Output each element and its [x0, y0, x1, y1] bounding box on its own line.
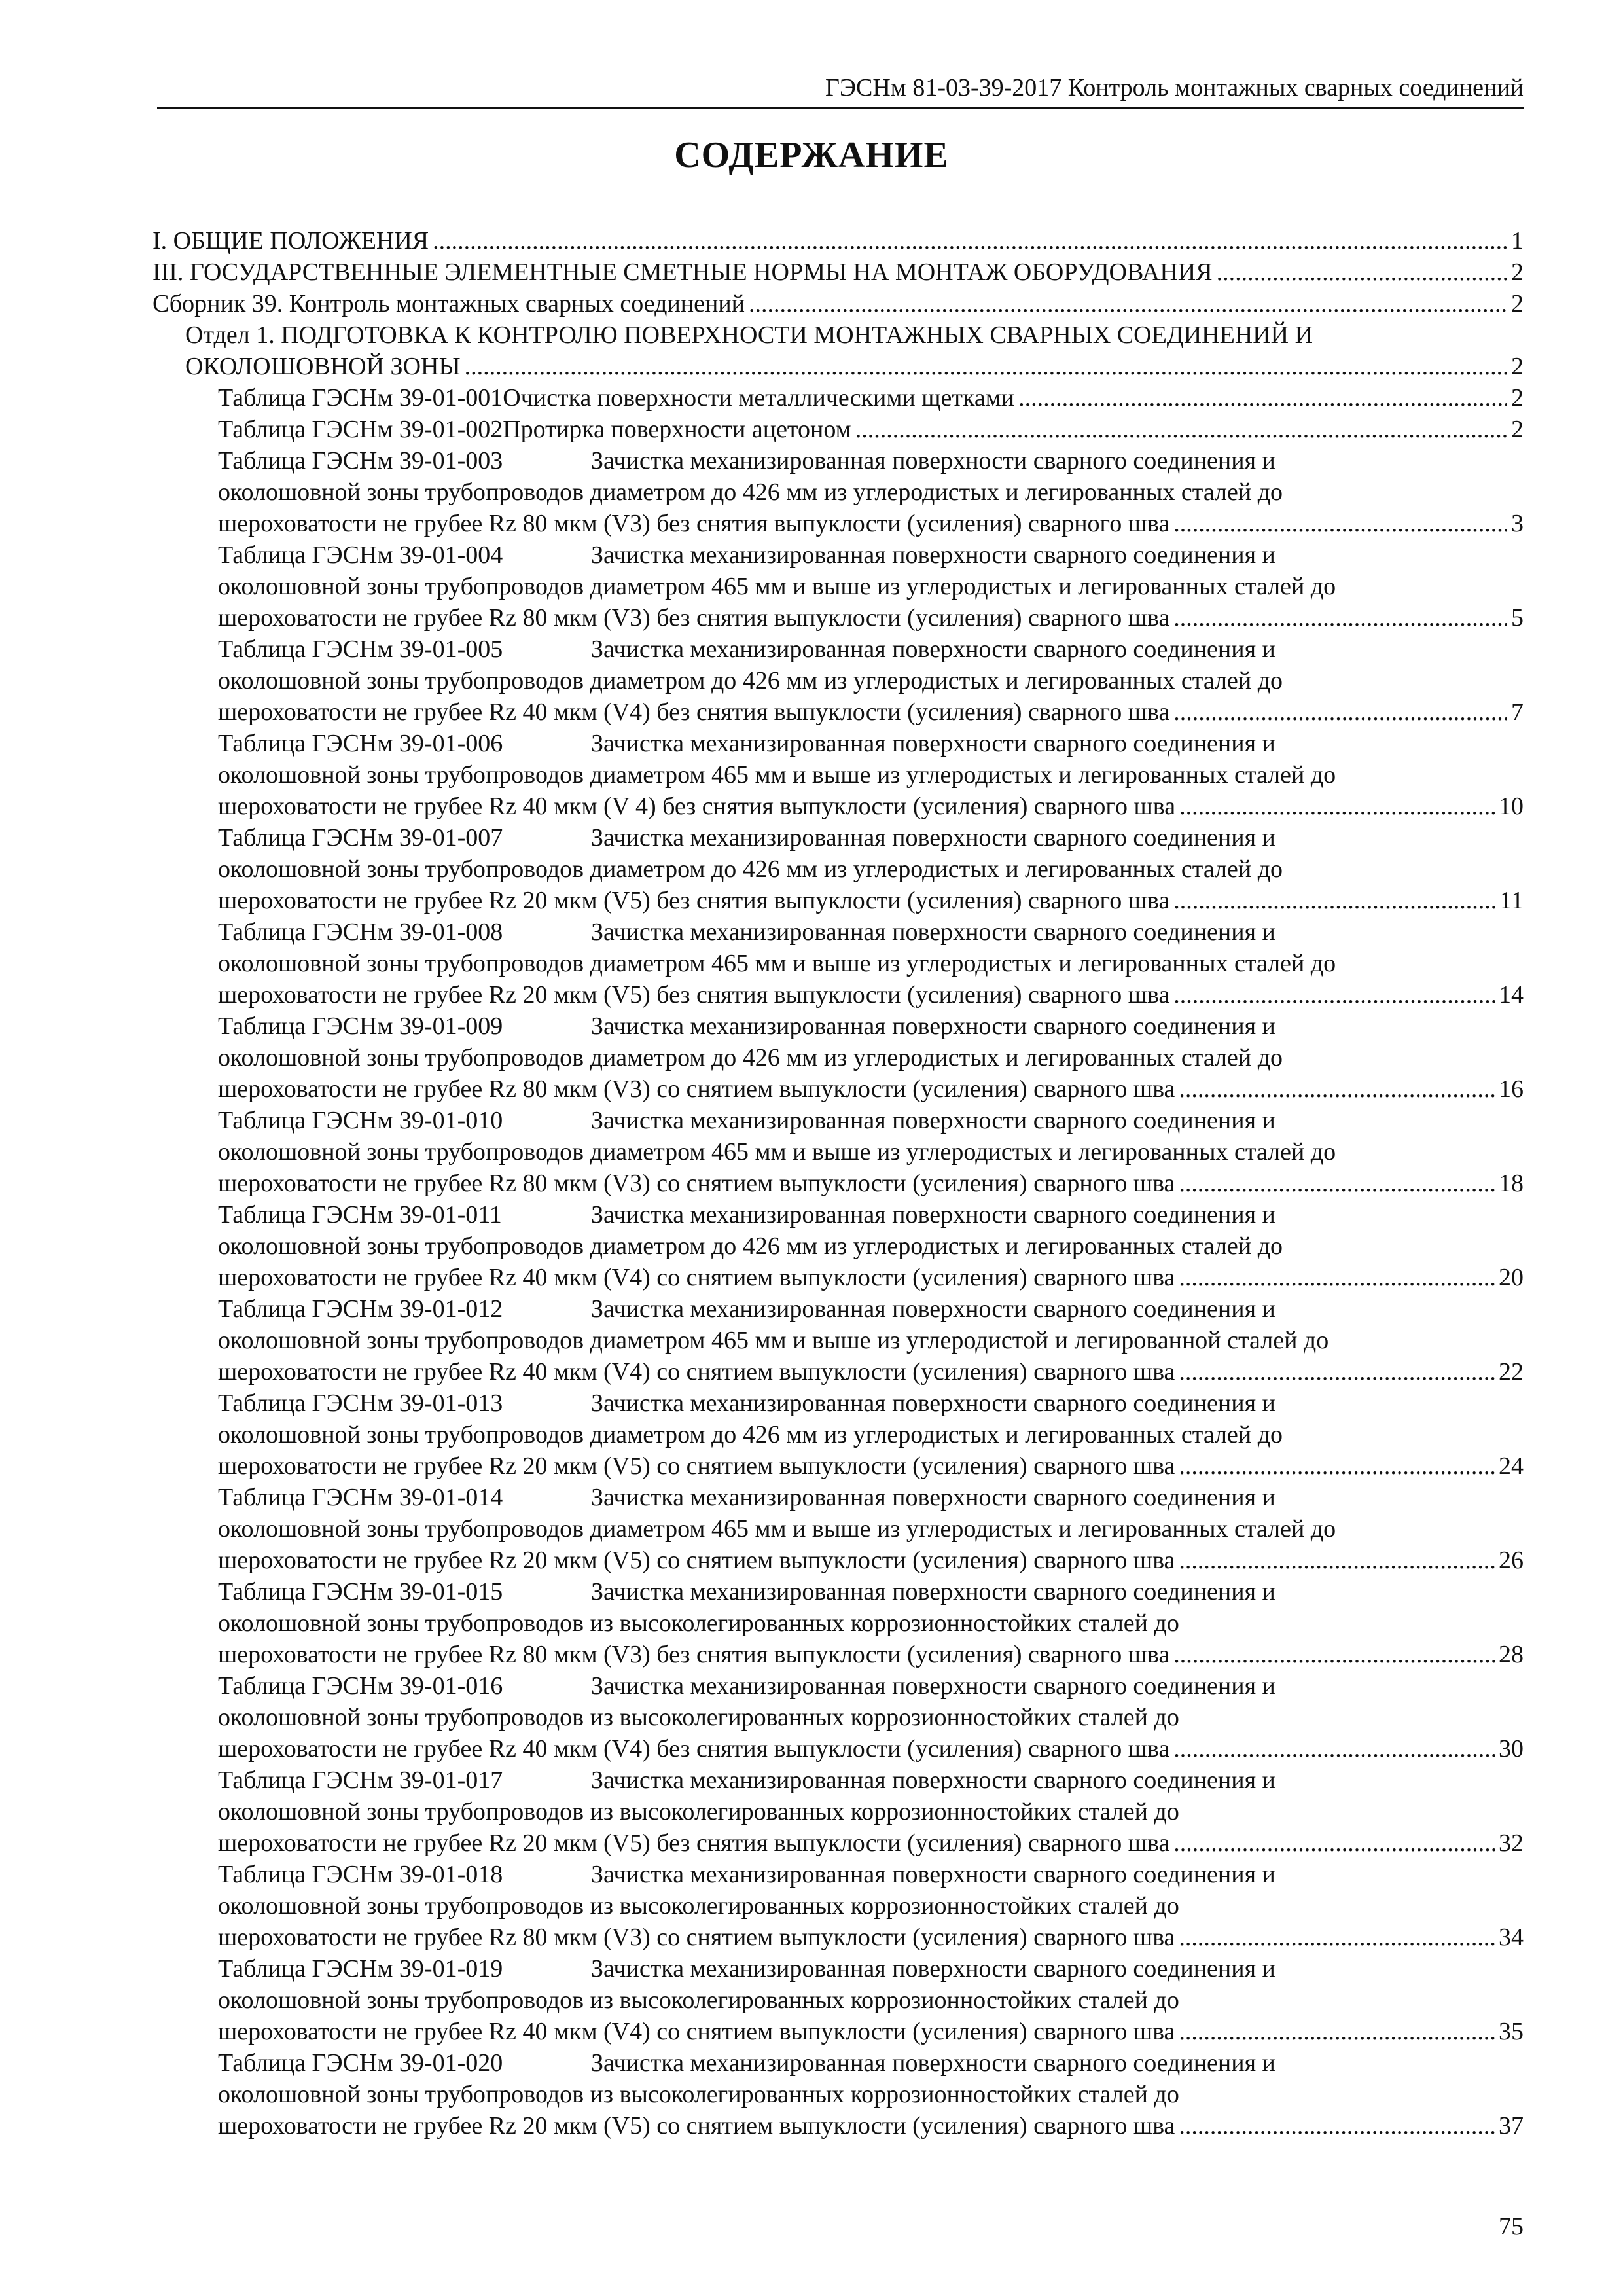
toc-table-id: Таблица ГЭСНм 39-01-015	[218, 1578, 503, 1605]
toc-item-text: околошовной зоны трубопроводов из высоколегированных коррозионностойких сталей до	[218, 1986, 1179, 2014]
toc-entries	[152, 382, 1524, 2142]
page-title: СОДЕРЖАНИЕ	[674, 135, 949, 175]
toc-page-number: 2	[1511, 290, 1524, 317]
toc-table-id: Таблица ГЭСНм 39-01-009	[218, 1013, 503, 1040]
toc-item-text: шероховатости не грубее Rz 20 мкм (V5) со снятием выпуклости (усиления) сварного шва	[218, 1547, 1175, 1574]
toc-page-number: 37	[1499, 2112, 1524, 2140]
dot-leader	[1179, 1450, 1495, 1482]
toc-table-entry[interactable]	[152, 539, 1524, 634]
toc-table-id: Таблица ГЭСНм 39-01-001	[218, 384, 503, 412]
toc-item-text: околошовной зоны трубопроводов диаметром 465 мм и выше из углеродистых и легированных сталей до	[218, 573, 1336, 600]
toc-item-text: околошовной зоны трубопроводов диаметром до 426 мм из углеродистых и легированных сталей до	[218, 1421, 1283, 1448]
toc-item-text: шероховатости не грубее Rz 40 мкм (V4) со снятием выпуклости (усиления) сварного шва	[218, 1264, 1175, 1291]
toc-item-text: шероховатости не грубее Rz 80 мкм (V3) со снятием выпуклости (усиления) сварного шва	[218, 1075, 1175, 1103]
dot-leader	[1173, 979, 1495, 1011]
toc-table-id: Таблица ГЭСНм 39-01-014	[218, 1484, 503, 1511]
running-header: ГЭСНм 81-03-39-2017 Контроль монтажных сварных соединений	[825, 74, 1524, 101]
dot-leader	[1179, 1922, 1495, 1953]
toc-table-entry[interactable]	[152, 1293, 1524, 1388]
header-rule	[157, 107, 1524, 109]
dot-leader	[1173, 696, 1507, 728]
toc-item-text: шероховатости не грубее Rz 80 мкм (V3) со снятием выпуклости (усиления) сварного шва	[218, 1924, 1175, 1951]
toc-item-text: Зачистка механизированная поверхности сварного соединения и	[591, 1767, 1275, 1794]
dot-leader	[1179, 2110, 1495, 2142]
toc-item-text: Зачистка механизированная поверхности сварного соединения и	[591, 824, 1275, 852]
dot-leader	[1179, 1545, 1495, 1576]
dot-leader	[1173, 1827, 1495, 1859]
toc-page-number: 35	[1499, 2018, 1524, 2045]
toc-page-number: 16	[1499, 1075, 1524, 1103]
toc-item-text: Очистка поверхности металлическими щетками	[503, 384, 1015, 412]
dot-leader	[433, 225, 1507, 257]
toc-item-text: околошовной зоны трубопроводов диаметром до 426 мм из углеродистых и легированных сталей до	[218, 667, 1283, 694]
toc-item-text: шероховатости не грубее Rz 20 мкм (V5) со снятием выпуклости (усиления) сварного шва	[218, 1452, 1175, 1480]
toc-table-entry[interactable]	[152, 728, 1524, 822]
toc-item-text: Зачистка механизированная поверхности сварного соединения и	[591, 1201, 1275, 1229]
toc-item-text: Зачистка механизированная поверхности сварного соединения и	[591, 1861, 1275, 1888]
toc-item-text: шероховатости не грубее Rz 20 мкм (V5) со снятием выпуклости (усиления) сварного шва	[218, 2112, 1175, 2140]
toc-item-text: Протирка поверхности ацетоном	[503, 416, 851, 443]
toc-table-id: Таблица ГЭСНм 39-01-012	[218, 1295, 503, 1323]
toc-table-id: Таблица ГЭСНм 39-01-020	[218, 2049, 503, 2077]
toc-table-id: Таблица ГЭСНм 39-01-010	[218, 1107, 503, 1134]
toc-page-number: 7	[1511, 698, 1524, 726]
dot-leader	[1018, 382, 1507, 414]
toc-table-id: Таблица ГЭСНм 39-01-002	[218, 416, 503, 443]
toc-table-entry[interactable]	[152, 382, 1524, 414]
dot-leader	[855, 414, 1507, 445]
dot-leader	[1179, 1356, 1495, 1388]
toc-page-number: 14	[1499, 981, 1524, 1009]
toc-table-entry[interactable]	[152, 2047, 1524, 2142]
dot-leader	[1173, 1639, 1495, 1670]
toc-item-text: околошовной зоны трубопроводов диаметром до 426 мм из углеродистых и легированных сталей до	[218, 478, 1283, 506]
toc-table-entry[interactable]	[152, 1482, 1524, 1576]
toc-item-text: шероховатости не грубее Rz 40 мкм (V4) со снятием выпуклости (усиления) сварного шва	[218, 2018, 1175, 2045]
toc-item-text: шероховатости не грубее Rz 80 мкм (V3) со снятием выпуклости (усиления) сварного шва	[218, 1170, 1175, 1197]
dot-leader	[1173, 1733, 1495, 1765]
dot-leader	[465, 351, 1507, 382]
toc-item-text: Зачистка механизированная поверхности сварного соединения и	[591, 1390, 1275, 1417]
toc-item-text: Зачистка механизированная поверхности сварного соединения и	[591, 1013, 1275, 1040]
toc-table-entry[interactable]	[152, 822, 1524, 916]
toc-item-text: околошовной зоны трубопроводов из высоколегированных коррозионностойких сталей до	[218, 2081, 1179, 2108]
toc-table-id: Таблица ГЭСНм 39-01-019	[218, 1955, 503, 1982]
toc-item-department[interactable]	[152, 319, 1524, 382]
toc-table-id: Таблица ГЭСНм 39-01-005	[218, 636, 503, 663]
toc-table-entry[interactable]	[152, 1859, 1524, 1953]
dot-leader	[1179, 1168, 1495, 1199]
toc-item-text: шероховатости не грубее Rz 40 мкм (V4) без снятия выпуклости (усиления) сварного шва	[218, 1735, 1170, 1763]
toc-table-id: Таблица ГЭСНм 39-01-017	[218, 1767, 503, 1794]
toc-item-text: околошовной зоны трубопроводов диаметром до 426 мм из углеродистых и легированных сталей до	[218, 855, 1283, 883]
toc-page-number: 18	[1499, 1170, 1524, 1197]
toc-table-entry[interactable]	[152, 1105, 1524, 1199]
toc-table-entry[interactable]	[152, 414, 1524, 445]
toc-table-entry[interactable]	[152, 634, 1524, 728]
toc-item-collection[interactable]	[152, 288, 1524, 319]
dot-leader	[1217, 257, 1507, 288]
page-number: 75	[1499, 2213, 1524, 2240]
toc-table-entry[interactable]	[152, 1576, 1524, 1670]
toc-item-text: Зачистка механизированная поверхности сварного соединения и	[591, 1672, 1275, 1700]
toc-page-number: 30	[1499, 1735, 1524, 1763]
toc-item-text: околошовной зоны трубопроводов из высоколегированных коррозионностойких сталей до	[218, 1704, 1179, 1731]
toc-item-text: Зачистка механизированная поверхности сварного соединения и	[591, 541, 1275, 569]
toc-table-entry[interactable]	[152, 1953, 1524, 2047]
toc-table-id: Таблица ГЭСНм 39-01-004	[218, 541, 503, 569]
toc-item-text: Зачистка механизированная поверхности сварного соединения и	[591, 636, 1275, 663]
toc-page-number: 32	[1499, 1829, 1524, 1857]
toc-table-id: Таблица ГЭСНм 39-01-003	[218, 447, 503, 475]
toc-table-id: Таблица ГЭСНм 39-01-013	[218, 1390, 503, 1417]
toc-table-entry[interactable]	[152, 916, 1524, 1011]
dot-leader	[1179, 1262, 1495, 1293]
toc-page-number: 2	[1511, 416, 1524, 443]
toc-page-number: 3	[1511, 510, 1524, 537]
toc-item-text: шероховатости не грубее Rz 40 мкм (V 4) без снятия выпуклости (усиления) сварного шва	[218, 793, 1176, 820]
dot-leader	[749, 288, 1507, 319]
toc-table-entry[interactable]	[152, 1388, 1524, 1482]
toc-item-text: шероховатости не грубее Rz 40 мкм (V4) со снятием выпуклости (усиления) сварного шва	[218, 1358, 1175, 1386]
toc-page-number: 2	[1511, 259, 1524, 286]
toc-page-number: 2	[1511, 384, 1524, 412]
toc-item-text: шероховатости не грубее Rz 80 мкм (V3) без снятия выпуклости (усиления) сварного шва	[218, 510, 1170, 537]
dot-leader	[1173, 508, 1507, 539]
toc-item-text: I. ОБЩИЕ ПОЛОЖЕНИЯ	[152, 227, 429, 255]
toc-page-number: 10	[1499, 793, 1524, 820]
toc-item-section-3[interactable]	[152, 257, 1524, 288]
toc-item-text: шероховатости не грубее Rz 20 мкм (V5) без снятия выпуклости (усиления) сварного шва	[218, 981, 1170, 1009]
toc-page-number: 24	[1499, 1452, 1524, 1480]
toc-item-text: околошовной зоны трубопроводов из высоколегированных коррозионностойких сталей до	[218, 1798, 1179, 1825]
toc-item-text: околошовной зоны трубопроводов диаметром 465 мм и выше из углеродистых и легированных сталей до	[218, 1515, 1336, 1543]
toc-page-number: 26	[1499, 1547, 1524, 1574]
toc-page-number: 28	[1499, 1641, 1524, 1668]
toc-table-entry[interactable]	[152, 1670, 1524, 1765]
toc-item-text: Зачистка механизированная поверхности сварного соединения и	[591, 1955, 1275, 1982]
toc-table-entry[interactable]	[152, 445, 1524, 539]
toc-table-id: Таблица ГЭСНм 39-01-006	[218, 730, 503, 757]
toc-item-section-1[interactable]	[152, 225, 1524, 257]
toc-table-id: Таблица ГЭСНм 39-01-016	[218, 1672, 503, 1700]
toc-item-text: Зачистка механизированная поверхности сварного соединения и	[591, 1107, 1275, 1134]
toc-page-number: 20	[1499, 1264, 1524, 1291]
dot-leader	[1173, 885, 1495, 916]
toc-item-text: околошовной зоны трубопроводов диаметром 465 мм и выше из углеродистой и легированной сталей до	[218, 1327, 1329, 1354]
toc-table-entry[interactable]	[152, 1199, 1524, 1293]
toc-item-text: Зачистка механизированная поверхности сварного соединения и	[591, 2049, 1275, 2077]
toc-item-text: Зачистка механизированная поверхности сварного соединения и	[591, 918, 1275, 946]
toc-table-entry[interactable]	[152, 1011, 1524, 1105]
toc-item-text: околошовной зоны трубопроводов диаметром до 426 мм из углеродистых и легированных сталей до	[218, 1232, 1283, 1260]
toc-item-text: Зачистка механизированная поверхности сварного соединения и	[591, 1295, 1275, 1323]
toc-item-text: ОКОЛОШОВНОЙ ЗОНЫ	[185, 353, 461, 380]
toc-item-text: Отдел 1. ПОДГОТОВКА К КОНТРОЛЮ ПОВЕРХНОСТИ МОНТАЖНЫХ СВАРНЫХ СОЕДИНЕНИЙ И	[185, 321, 1313, 349]
table-of-contents	[152, 225, 1524, 2142]
toc-page-number: 34	[1499, 1924, 1524, 1951]
toc-table-id: Таблица ГЭСНм 39-01-007	[218, 824, 503, 852]
toc-table-id: Таблица ГЭСНм 39-01-018	[218, 1861, 503, 1888]
dot-leader	[1179, 791, 1495, 822]
toc-item-text: шероховатости не грубее Rz 80 мкм (V3) без снятия выпуклости (усиления) сварного шва	[218, 604, 1170, 632]
toc-page-number: 2	[1511, 353, 1524, 380]
toc-item-text: шероховатости не грубее Rz 20 мкм (V5) без снятия выпуклости (усиления) сварного шва	[218, 1829, 1170, 1857]
toc-page-number: 11	[1499, 887, 1524, 914]
toc-item-text: III. ГОСУДАРСТВЕННЫЕ ЭЛЕМЕНТНЫЕ СМЕТНЫЕ НОРМЫ НА МОНТАЖ ОБОРУДОВАНИЯ	[152, 259, 1213, 286]
dot-leader	[1173, 602, 1507, 634]
toc-item-text: околошовной зоны трубопроводов диаметром до 426 мм из углеродистых и легированных сталей до	[218, 1044, 1283, 1071]
toc-item-text: шероховатости не грубее Rz 20 мкм (V5) без снятия выпуклости (усиления) сварного шва	[218, 887, 1170, 914]
toc-item-text: околошовной зоны трубопроводов диаметром 465 мм и выше из углеродистых и легированных сталей до	[218, 1138, 1336, 1166]
dot-leader	[1179, 1073, 1495, 1105]
toc-item-text: околошовной зоны трубопроводов из высоколегированных коррозионностойких сталей до	[218, 1609, 1179, 1637]
toc-item-text: шероховатости не грубее Rz 40 мкм (V4) без снятия выпуклости (усиления) сварного шва	[218, 698, 1170, 726]
toc-item-text: околошовной зоны трубопроводов из высоколегированных коррозионностойких сталей до	[218, 1892, 1179, 1920]
toc-table-id: Таблица ГЭСНм 39-01-011	[218, 1201, 502, 1229]
toc-page-number: 1	[1511, 227, 1524, 255]
toc-page-number: 5	[1511, 604, 1524, 632]
toc-table-entry[interactable]	[152, 1765, 1524, 1859]
toc-page-number: 22	[1499, 1358, 1524, 1386]
dot-leader	[1179, 2016, 1495, 2047]
toc-table-id: Таблица ГЭСНм 39-01-008	[218, 918, 503, 946]
toc-item-text: Зачистка механизированная поверхности сварного соединения и	[591, 1578, 1275, 1605]
toc-item-text: околошовной зоны трубопроводов диаметром 465 мм и выше из углеродистых и легированных сталей до	[218, 950, 1336, 977]
toc-item-text: Зачистка механизированная поверхности сварного соединения и	[591, 730, 1275, 757]
toc-item-text: Сборник 39. Контроль монтажных сварных соединений	[152, 290, 745, 317]
toc-item-text: Зачистка механизированная поверхности сварного соединения и	[591, 1484, 1275, 1511]
toc-item-text: Зачистка механизированная поверхности сварного соединения и	[591, 447, 1275, 475]
toc-item-text: шероховатости не грубее Rz 80 мкм (V3) без снятия выпуклости (усиления) сварного шва	[218, 1641, 1170, 1668]
toc-item-text: околошовной зоны трубопроводов диаметром 465 мм и выше из углеродистых и легированных сталей до	[218, 761, 1336, 789]
